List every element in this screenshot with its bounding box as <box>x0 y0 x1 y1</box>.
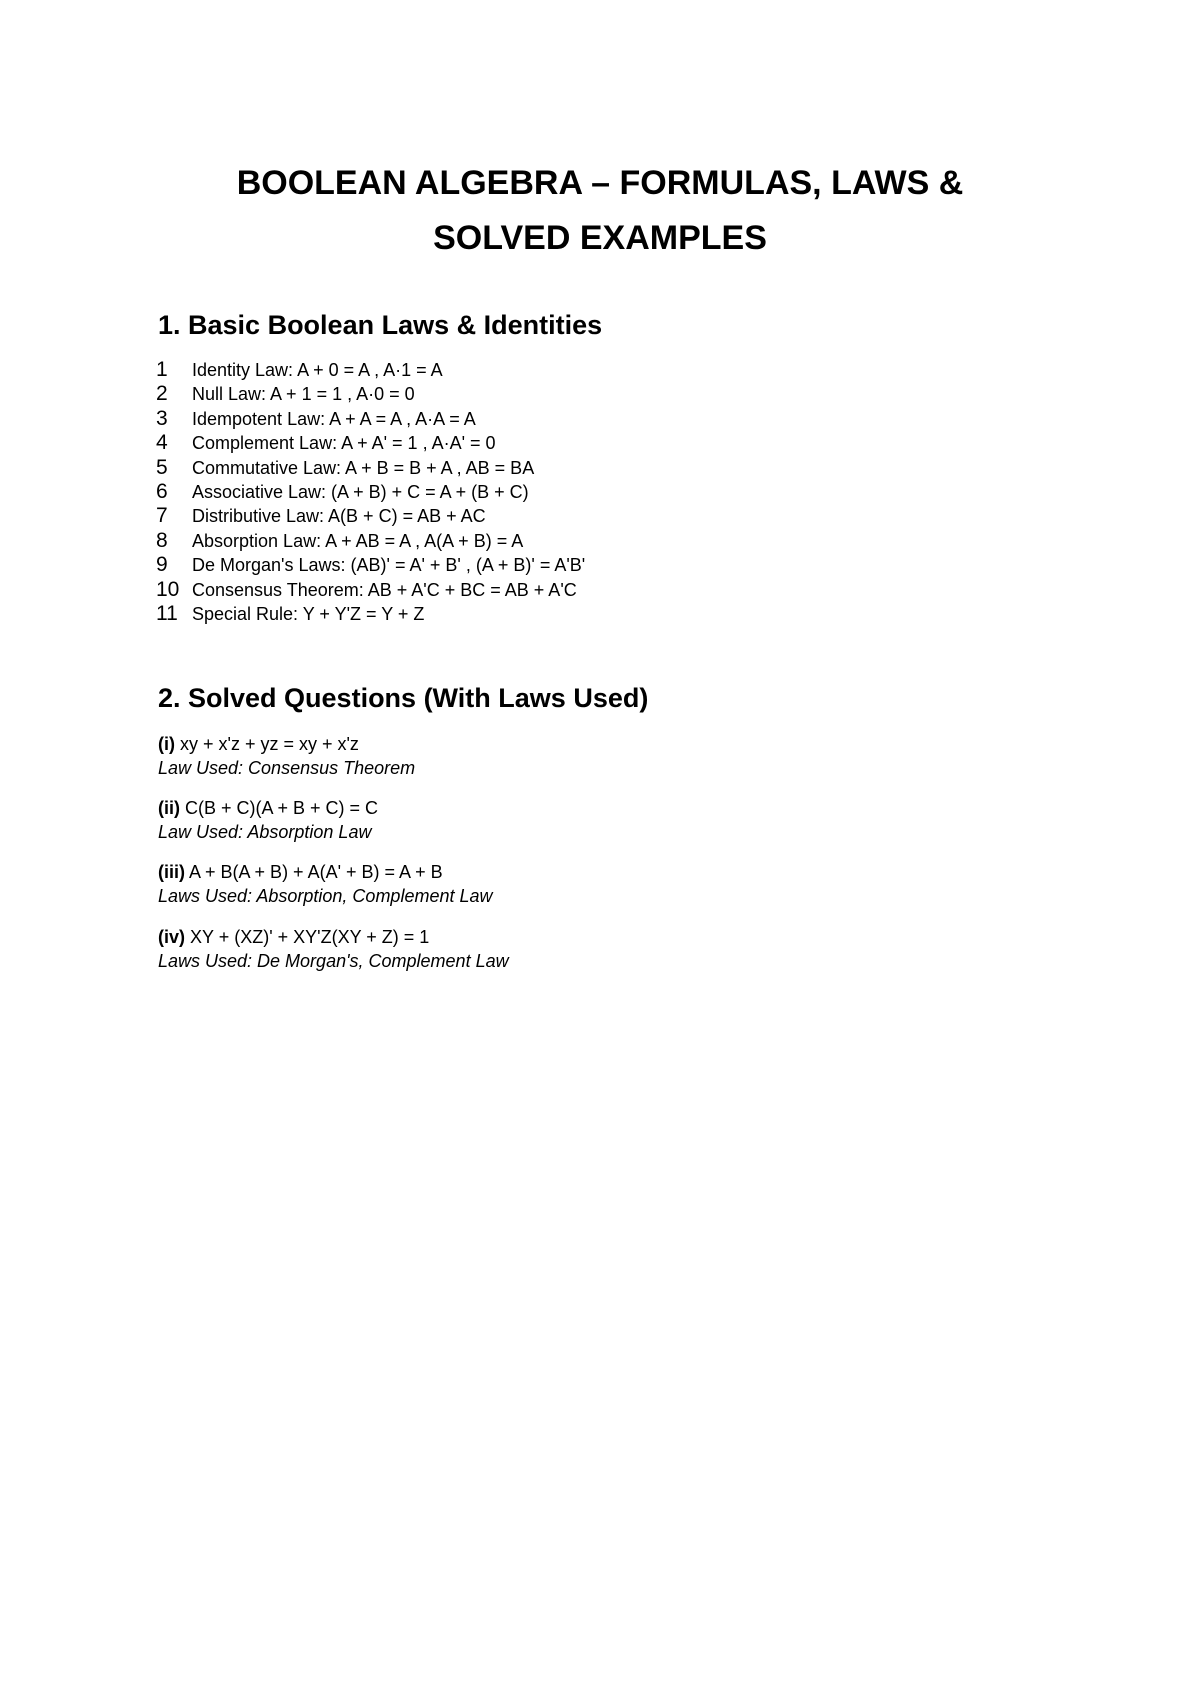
solved-question-4 <box>158 925 509 973</box>
law-item <box>156 602 585 626</box>
equation-text: A + B(A + B) + A(A' + B) = A + B <box>185 862 443 882</box>
law-number: 7 <box>156 504 168 528</box>
law-number: 2 <box>156 382 168 406</box>
title-line-2: SOLVED EXAMPLES <box>433 219 767 257</box>
section-heading-solved-questions: 2. Solved Questions (With Laws Used) <box>158 683 649 713</box>
solved-question-3 <box>158 860 493 908</box>
law-number: 5 <box>156 455 168 479</box>
law-number: 10 <box>156 577 180 601</box>
equation-text: xy + x'z + yz = xy + x'z <box>175 734 359 754</box>
question-equation <box>158 732 415 756</box>
law-item <box>156 578 585 602</box>
law-text: De Morgan's Laws: (AB)' = A' + B' , (A + B)' = A'B' <box>192 555 586 576</box>
equation-text: C(B + C)(A + B + C) = C <box>180 798 379 818</box>
law-item <box>156 431 585 455</box>
law-text: Associative Law: (A + B) + C = A + (B + C) <box>192 481 529 502</box>
law-used-note: Law Used: Absorption Law <box>158 822 372 842</box>
law-number: 9 <box>156 553 168 577</box>
law-text: Absorption Law: A + AB = A , A(A + B) = A <box>192 530 524 551</box>
law-text: Special Rule: Y + Y'Z = Y + Z <box>192 603 425 624</box>
question-equation <box>158 925 509 949</box>
law-text: Consensus Theorem: AB + A'C + BC = AB + A'C <box>192 579 577 600</box>
law-text: Idempotent Law: A + A = A , A·A = A <box>192 408 476 429</box>
law-item <box>156 456 585 480</box>
law-number: 1 <box>156 358 168 381</box>
document-title <box>150 156 1050 266</box>
law-text: Complement Law: A + A' = 1 , A·A' = 0 <box>192 433 496 454</box>
law-item <box>156 382 585 406</box>
law-number: 11 <box>156 601 178 625</box>
question-label: (iv) <box>158 927 185 947</box>
law-number: 3 <box>156 406 168 430</box>
law-used-note: Laws Used: Absorption, Complement Law <box>158 886 493 906</box>
law-number: 4 <box>156 431 168 455</box>
law-text: Distributive Law: A(B + C) = AB + AC <box>192 506 486 527</box>
question-label: (i) <box>158 734 175 754</box>
question-equation <box>158 796 378 820</box>
law-item <box>156 358 585 382</box>
solved-question-2 <box>158 796 378 844</box>
law-text: Null Law: A + 1 = 1 , A·0 = 0 <box>192 384 415 405</box>
question-label: (ii) <box>158 798 180 818</box>
law-used-note: Law Used: Consensus Theorem <box>158 758 416 778</box>
solved-question-1 <box>158 732 415 780</box>
law-item <box>156 407 585 431</box>
law-item <box>156 504 585 528</box>
law-used-note: Laws Used: De Morgan's, Complement Law <box>158 951 509 971</box>
title-line-1: BOOLEAN ALGEBRA – FORMULAS, LAWS & <box>236 164 964 202</box>
law-number: 8 <box>156 528 168 552</box>
law-item <box>156 529 585 553</box>
law-number: 6 <box>156 479 168 503</box>
law-text: Identity Law: A + 0 = A , A·1 = A <box>192 360 443 380</box>
law-item <box>156 553 585 577</box>
equation-text: XY + (XZ)' + XY'Z(XY + Z) = 1 <box>185 927 430 947</box>
question-equation <box>158 860 493 884</box>
law-list <box>156 358 585 626</box>
section-heading-basic-laws: 1. Basic Boolean Laws & Identities <box>158 310 603 340</box>
law-item <box>156 480 585 504</box>
question-label: (iii) <box>158 862 185 882</box>
law-text: Commutative Law: A + B = B + A , AB = BA <box>192 457 535 478</box>
